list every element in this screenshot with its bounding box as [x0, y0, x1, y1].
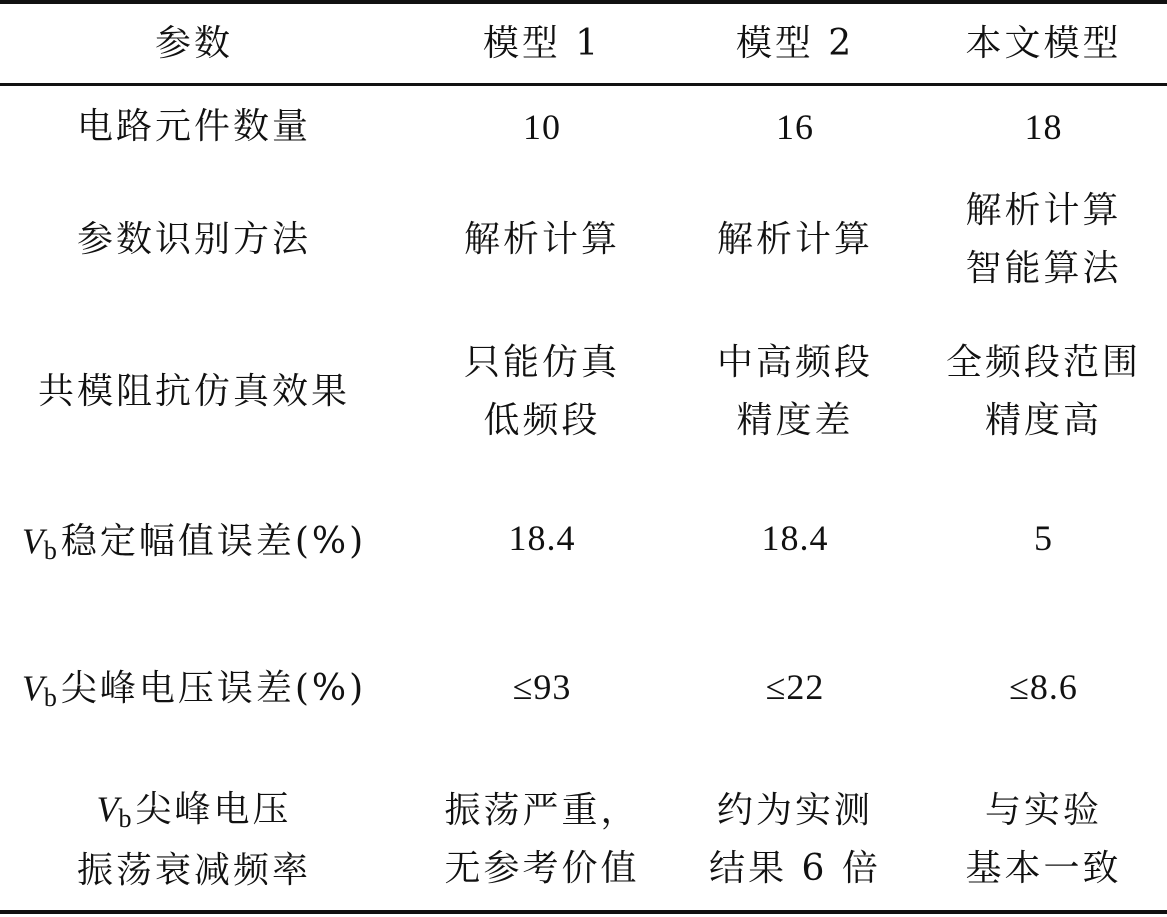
header-label: 参数 [154, 22, 233, 64]
cell-value: ≤8.6 [1009, 667, 1078, 707]
header-cell-parameter [0, 4, 388, 83]
table-cell [414, 657, 670, 717]
cell-value-line-2: 精度差 [736, 400, 854, 441]
header-cell-model-2 [670, 4, 920, 83]
cell-value-line-1: 约为实测 [716, 790, 873, 831]
table-cell [670, 657, 920, 717]
variable-symbol: V [21, 521, 44, 561]
row-label-oscillation-decay-frequency [0, 780, 388, 900]
cell-value: 10 [523, 107, 561, 147]
row-label-identification-method [0, 180, 388, 300]
cell-value: 5 [1034, 518, 1053, 558]
cell-value-line-2: 基本一致 [965, 848, 1122, 889]
row-label-line [22, 659, 366, 721]
table-cell [920, 780, 1167, 900]
cell-value-line-2: 智能算法 [965, 248, 1122, 289]
table-cell [414, 97, 670, 157]
row-label-text: 尖峰电压误差(%) [60, 668, 367, 709]
row-label-text: 尖峰电压 [135, 789, 292, 830]
row-label-line: 共模阻抗仿真效果 [37, 371, 350, 412]
variable-symbol: V [21, 668, 44, 708]
row-label-line: 电路元件数量 [76, 106, 311, 147]
cell-value: 18.4 [508, 518, 576, 558]
cell-value: ≤22 [765, 667, 825, 707]
cell-value: 解析计算 [716, 219, 873, 260]
row-label-stable-amplitude-error [0, 513, 388, 573]
header-label: 本文模型 [965, 22, 1122, 64]
variable-symbol: V [96, 789, 119, 829]
table-cell [920, 332, 1167, 452]
table-cell [670, 180, 920, 300]
cell-value-line-2: 结果 6 倍 [709, 848, 881, 889]
cell-value: 18 [1024, 107, 1063, 147]
cell-value-line-2: 无参考价值 [444, 848, 640, 889]
variable-subscript: b [43, 536, 57, 565]
cell-value-line-2: 低频段 [483, 400, 601, 441]
table-cell [920, 657, 1167, 717]
table-cell [920, 508, 1167, 568]
row-label-impedance-simulation [0, 332, 388, 452]
header-cell-this-model [920, 4, 1167, 83]
table-cell [920, 97, 1167, 157]
table-cell [670, 780, 920, 900]
header-label: 模型 2 [735, 22, 855, 64]
table-cell [414, 780, 670, 900]
table-cell [920, 180, 1167, 300]
variable-subscript: b [118, 804, 132, 833]
row-label-line-1 [96, 780, 291, 842]
table-cell [670, 508, 920, 568]
cell-value-line-1: 中高频段 [716, 342, 873, 383]
variable-subscript: b [43, 683, 57, 712]
row-label-peak-voltage-error [0, 660, 388, 720]
cell-value-line-1: 解析计算 [965, 190, 1122, 231]
table-cell [670, 97, 920, 157]
table-bottom-rule [0, 910, 1167, 914]
row-label-text: 稳定幅值误差(%) [60, 521, 367, 562]
cell-value: 解析计算 [463, 219, 620, 260]
table-header-rule [0, 83, 1167, 86]
row-label-line-2: 振荡衰减频率 [76, 850, 311, 891]
row-label-component-count [0, 97, 388, 157]
cell-value-line-1: 全频段范围 [945, 342, 1141, 383]
cell-value-line-1: 只能仿真 [463, 342, 620, 383]
header-label: 模型 1 [482, 22, 602, 64]
cell-value: 18.4 [761, 518, 829, 558]
cell-value: ≤93 [512, 667, 572, 707]
header-cell-model-1 [414, 4, 670, 83]
cell-value-line-2: 精度高 [984, 400, 1102, 441]
cell-value: 16 [776, 107, 814, 147]
row-label-line [22, 512, 366, 574]
cell-value-line-1: 与实验 [984, 790, 1102, 831]
table-cell [670, 332, 920, 452]
table-cell [414, 180, 670, 300]
row-label-line: 参数识别方法 [76, 219, 311, 260]
table-cell [414, 508, 670, 568]
table-cell [414, 332, 670, 452]
cell-value-line-1: 振荡严重， [444, 790, 640, 831]
